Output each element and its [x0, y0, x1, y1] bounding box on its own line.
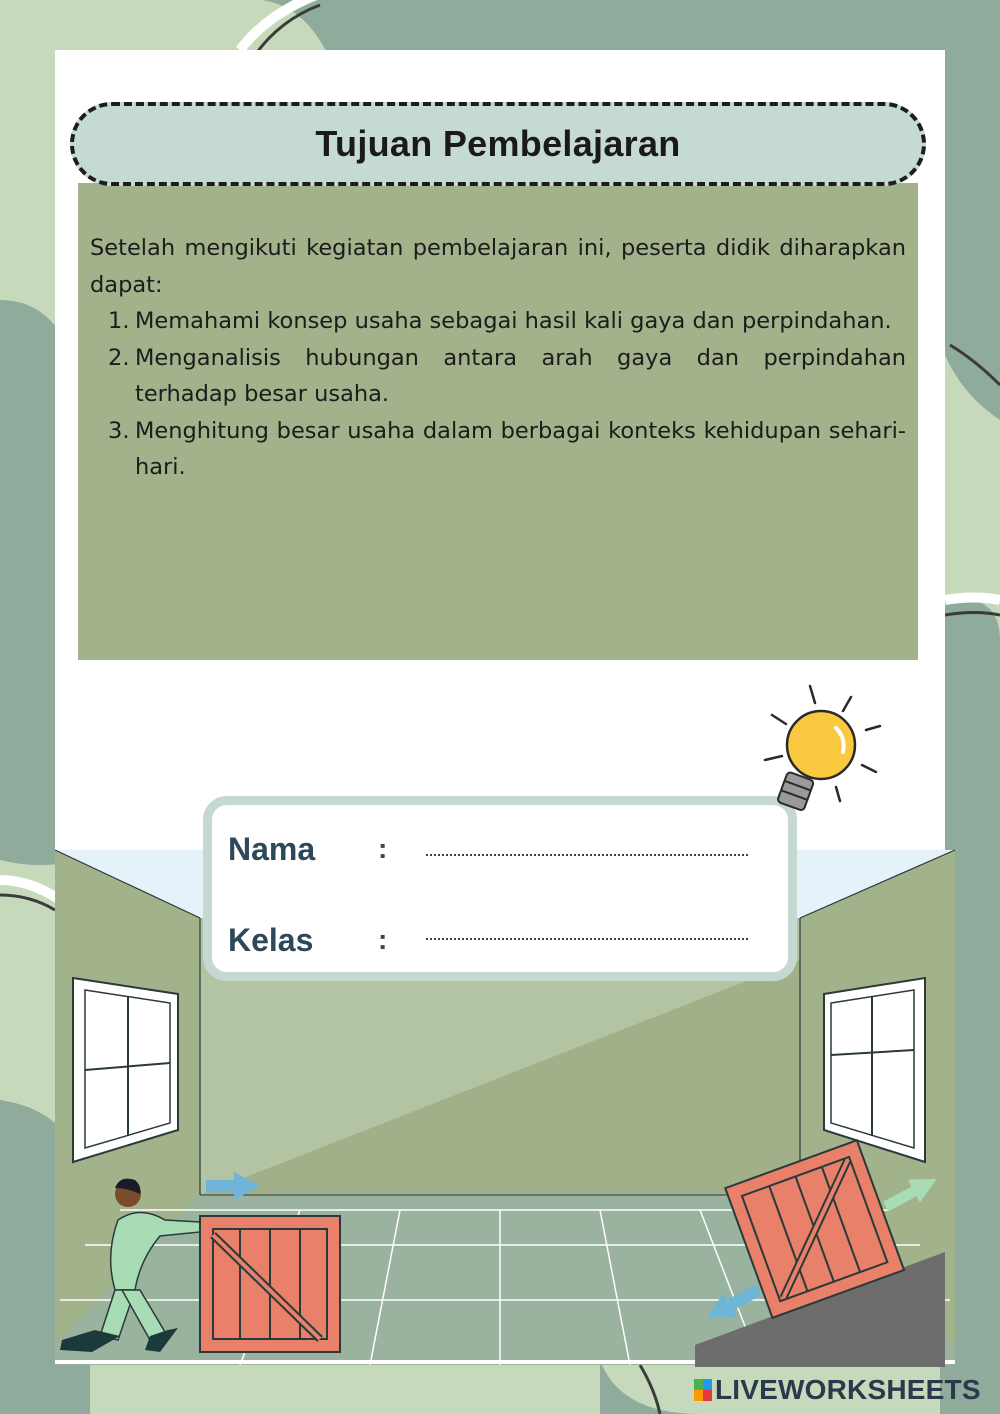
lightbulb-icon	[765, 686, 880, 811]
arrow-right-icon	[206, 1172, 260, 1200]
objective-number: 3.	[108, 417, 130, 444]
liveworksheets-logo-icon	[694, 1379, 712, 1401]
objective-text: Menganalisis hubungan antara arah gaya dan perpindahan terhadap besar usaha.	[135, 344, 906, 407]
person-pushing-crate-icon	[60, 1179, 200, 1352]
arrow-diagonal-icon	[879, 1167, 942, 1217]
name-label: Nama	[228, 831, 316, 867]
liveworksheets-brand[interactable]	[694, 1374, 981, 1406]
class-label: Kelas	[228, 922, 314, 958]
class-colon: :	[378, 924, 388, 955]
page-title: Tujuan Pembelajaran	[315, 123, 681, 164]
name-colon: :	[378, 833, 388, 864]
objectives-intro: Setelah mengikuti kegiatan pembelajaran ini, peserta didik diharapkan dapat:	[90, 235, 906, 298]
objective-number: 2.	[108, 344, 130, 371]
objective-text: Memahami konsep usaha sebagai hasil kali gaya dan perpindahan.	[135, 308, 892, 334]
window-icon	[73, 978, 178, 1162]
brand-text: LIVEWORKSHEETS	[715, 1374, 981, 1405]
window-icon	[824, 978, 925, 1162]
arrow-diagonal-icon	[701, 1278, 765, 1330]
objective-number: 1.	[108, 308, 130, 334]
objective-text: Menghitung besar usaha dalam berbagai konteks kehidupan sehari-hari.	[135, 417, 906, 480]
crate-icon	[200, 1216, 340, 1352]
